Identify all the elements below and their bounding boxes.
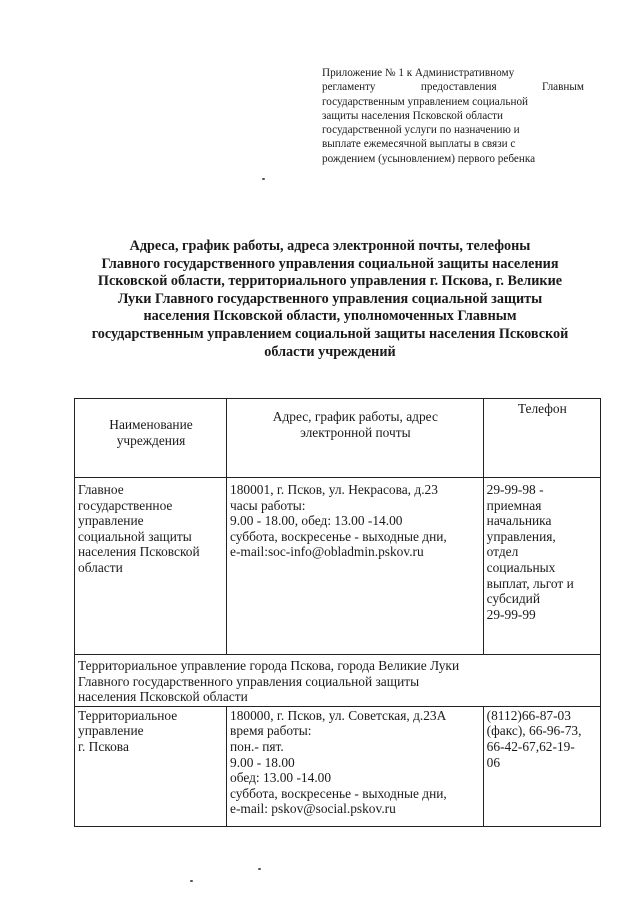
- header-text: Адрес, график работы, адрес: [272, 409, 438, 424]
- cell-text: 9.00 - 18.00, обед: 13.00 -14.00: [230, 513, 403, 529]
- cell-text: управление: [78, 513, 144, 529]
- cell-text: (факс), 66-96-73,: [486, 723, 582, 739]
- cell-text: 29-99-99: [486, 606, 536, 622]
- cell-text: социальной защиты: [78, 528, 192, 544]
- header-text: Телефон: [517, 401, 567, 416]
- cell-text: управление: [78, 723, 144, 739]
- cell-text: суббота, воскресенье - выходные дни,: [230, 785, 447, 801]
- scan-speck: [262, 178, 265, 180]
- table-header-row: [75, 399, 601, 478]
- cell-text: отдел: [486, 544, 519, 560]
- email-text: e-mail:soc-info@obladmin.pskov.ru: [230, 544, 424, 560]
- institution-phone-cell: [483, 478, 600, 655]
- title-line: Луки Главного государственного управления социальной защиты: [117, 290, 543, 307]
- section-text: населения Псковской области: [78, 689, 248, 705]
- cell-text: обед: 13.00 -14.00: [230, 770, 332, 786]
- table-row: [75, 478, 601, 655]
- institution-address-cell: [227, 478, 484, 655]
- cell-text: Территориальное: [78, 707, 178, 723]
- annex-line: государственной услуги по назначению и: [322, 124, 520, 137]
- institution-name-cell: [75, 478, 227, 655]
- cell-text: 180001, г. Псков, ул. Некрасова, д.23: [230, 482, 438, 497]
- cell-text: государственное: [78, 497, 173, 513]
- cell-text: управления,: [486, 528, 556, 544]
- cell-text: 06: [486, 754, 501, 770]
- cell-text: (8112)66-87-03: [486, 707, 571, 723]
- cell-text: выплат, льгот и: [486, 575, 574, 591]
- institution-address-cell: [227, 706, 484, 826]
- title-line: государственным управлением социальной защиты населения Псковской: [91, 325, 569, 342]
- cell-text: время работы:: [230, 723, 312, 739]
- title-line: области учреждений: [264, 343, 396, 360]
- header-name-cell: [75, 399, 227, 478]
- title-line: Адреса, график работы, адреса электронной почты, телефоны: [129, 238, 531, 254]
- cell-text: 29-99-98 -: [486, 482, 544, 497]
- header-text: Наименование: [109, 417, 193, 432]
- header-phone-cell: [483, 399, 600, 478]
- cell-text: начальника: [486, 513, 552, 529]
- table-row: [75, 706, 601, 826]
- annex-line: рождением (усыновлением) первого ребенка: [322, 152, 536, 165]
- annex-line: защиты населения Псковской области: [322, 109, 504, 122]
- title-line: Псковской области, территориального управления г. Пскова, г. Великие: [97, 273, 563, 290]
- cell-text: 180000, г. Псков, ул. Советская, д.23А: [230, 707, 447, 723]
- scan-speck: [258, 868, 261, 870]
- cell-text: области: [78, 559, 123, 575]
- document-title: [62, 238, 598, 361]
- title-line: населения Псковской области, уполномоченных Главным: [143, 308, 517, 325]
- cell-text: пон.- пят.: [230, 738, 284, 754]
- cell-text: г. Пскова: [78, 738, 129, 754]
- cell-text: 9.00 - 18.00: [230, 754, 295, 770]
- header-text: учреждения: [116, 432, 186, 448]
- annex-note: [322, 66, 584, 166]
- section-text: Территориальное управление города Пскова, города Великие Луки: [78, 658, 460, 673]
- institution-phone-cell: [483, 706, 600, 826]
- section-heading-cell: [75, 655, 601, 707]
- section-text: Главного государственного управления социальной защиты: [78, 673, 420, 689]
- cell-text: суббота, воскресенье - выходные дни,: [230, 528, 447, 544]
- header-text: электронной почты: [300, 424, 411, 440]
- cell-text: субсидий: [486, 591, 541, 607]
- annex-line: регламенту предоставления Главным: [322, 81, 584, 94]
- annex-line: Приложение № 1 к Административному: [322, 67, 515, 79]
- title-line: Главного государственного управления социальной защиты населения: [101, 255, 559, 272]
- institution-name-cell: [75, 706, 227, 826]
- institutions-table: [74, 398, 601, 827]
- annex-line: государственным управлением социальной: [322, 95, 529, 108]
- scan-speck: [190, 880, 193, 882]
- email-text: e-mail: pskov@social.pskov.ru: [230, 801, 396, 817]
- cell-text: социальных: [486, 559, 556, 575]
- cell-text: 66-42-67,62-19-: [486, 738, 575, 754]
- section-row: [75, 655, 601, 707]
- cell-text: приемная: [486, 497, 542, 513]
- cell-text: населения Псковской: [78, 544, 200, 560]
- cell-text: часы работы:: [230, 497, 306, 513]
- cell-text: Главное: [78, 482, 124, 497]
- header-address-cell: [227, 399, 484, 478]
- annex-line: выплате ежемесячной выплаты в связи с: [322, 138, 516, 151]
